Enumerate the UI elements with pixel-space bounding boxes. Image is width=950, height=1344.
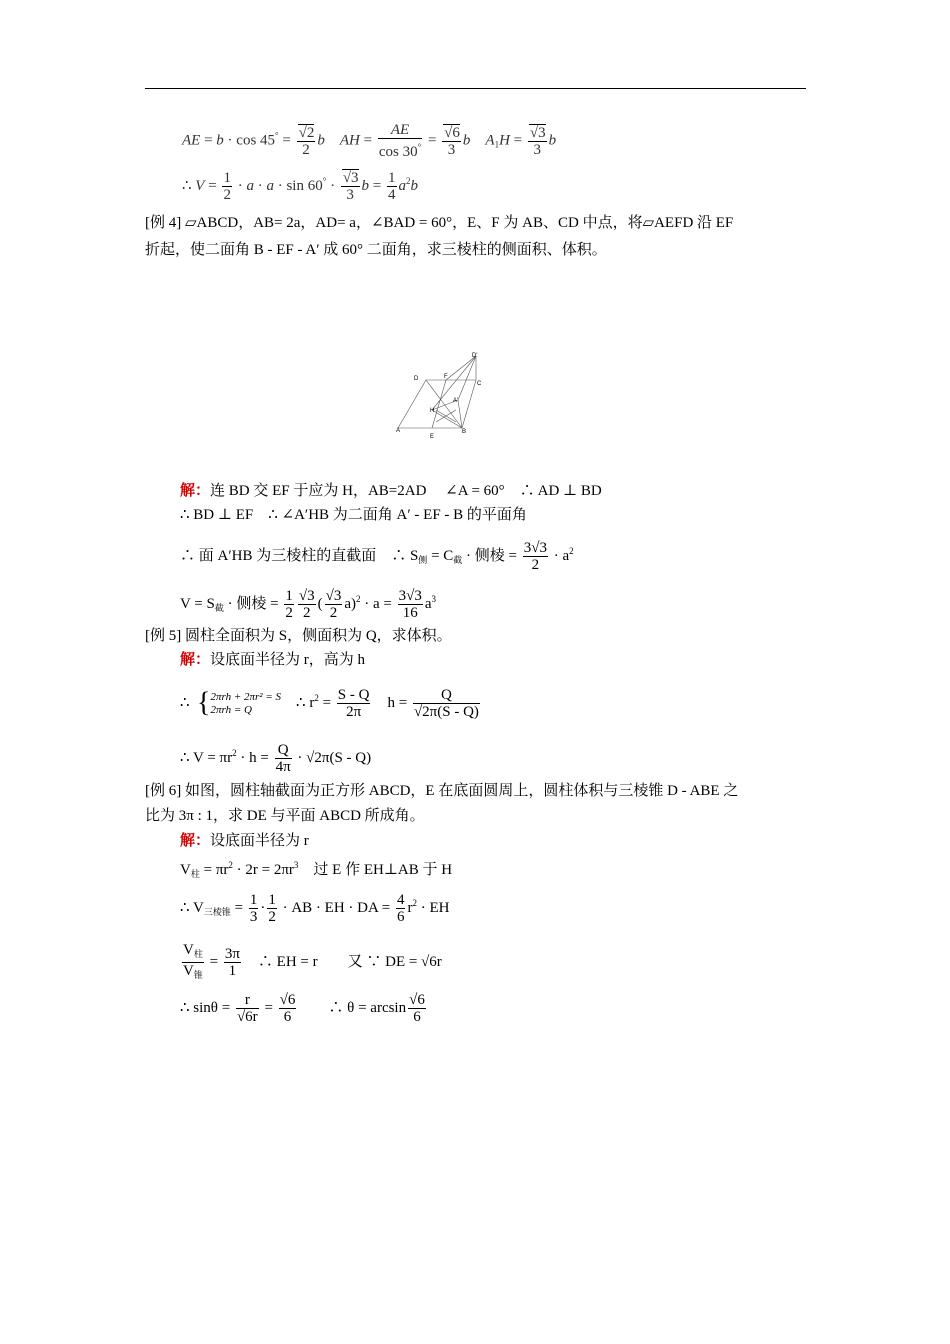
solution-label: 解： (180, 652, 211, 668)
example4-solution-line4: $V = S_截$ · 侧棱 = $\frac{1}{2}$ $\frac{√3}{2}$ ( $\frac{√3}{2}$ a)$^2$ · a = $\frac{3√3}{16}$ $a^3$ (180, 588, 437, 621)
label-Aprime: A' (453, 398, 459, 404)
fraction: $\frac{3√3}{16}$ (398, 588, 422, 621)
example6-solution-line4: $\frac{V_柱}{V_锥}$ = $\frac{3\pi}{1}$ ∴ EH = r 又 ∵ DE = √6r (180, 942, 442, 983)
fraction: $\frac{1}{4}$ (388, 170, 396, 203)
solution-label: 解： (180, 833, 211, 849)
fraction: $\frac{r}{√6r}$ (236, 992, 258, 1025)
fraction: $\frac{1}{3}$ (249, 892, 258, 925)
example6-solution-line3: ∴ $V_{三棱锥}$ = $\frac{1}{3}$ · $\frac{1}{2}$ · AB · EH · DA = $\frac{4}{6}$ $r^2$ · EH (180, 892, 450, 925)
fraction: $\frac{S - Q}{2\pi}$ (337, 687, 370, 720)
example6-solution-line1: 解：设底面半径为 r (180, 833, 309, 849)
fraction: $\frac{3√3}{2}$ (523, 540, 547, 573)
formula-volume: ∴ V = $\frac{1}{2}$ · a · a · sin 60° · $\frac{√3}{3}$ b = $\frac{1}{4}$ $a^2b$ (182, 170, 419, 203)
solution-label: 解： (180, 483, 211, 499)
fraction: $\frac{√3}{2}$ (325, 588, 342, 621)
equation-system: 2πrh + 2πr² = S 2πrh = Q (210, 690, 282, 716)
fraction: $\frac{√6}{3}$ (444, 124, 460, 158)
example6-statement-line1: [例 6] 如图，圆柱轴截面为正方形 ABCD，E 在底面圆周上，圆柱体积与三棱锥 D - ABE 之 (145, 783, 739, 799)
example5-solution-line3: ∴ $V = \pi r^2 \cdot h$ = $\frac{Q}{4\pi}$ · √2π(S - Q) (180, 742, 372, 775)
example5-solution-line2: ∴ { 2πrh + 2πr² = S 2πrh = Q ∴ $r^2$ = $\frac{S - Q}{2\pi}$ h = $\frac{Q}{√2\pi(S - Q)}$ (180, 687, 479, 720)
prism-figure (396, 350, 488, 442)
example5-statement: [例 5] 圆柱全面积为 S，侧面积为 Q，求体积。 (145, 628, 452, 644)
example6-solution-line2: $V_柱 = \pi r^2 \cdot 2r = 2\pi r^3$ 过 E 作 EH⊥AB 于 H (180, 860, 453, 879)
example4-solution-line3: ∴ 面 A′HB 为三棱柱的直截面 ∴ $S_侧 = C_截$ · 侧棱 = $\frac{3√3}{2}$ · $a^2$ (180, 540, 574, 573)
label-B: B (462, 429, 467, 435)
formula-ae-ah: AE = b · cos 45° = $\frac{√2}{2}$ b AH = $\frac{AE}{\cos 30^\circ}$ = $\frac{√6}{3}$ b $A_1H$ = $\frac{√3}{3}$ b (182, 122, 557, 160)
header-rule (145, 88, 806, 89)
example6-solution-line5: ∴ sinθ = $\frac{r}{√6r}$ = $\frac{√6}{6}$ ∴ θ = arcsin $\frac{√6}{6}$ (180, 992, 425, 1025)
fraction: $\frac{√6}{6}$ (279, 992, 296, 1025)
label-Dprime: D' (472, 353, 478, 359)
fraction: $\frac{1}{2}$ (223, 170, 231, 203)
example6-statement-line2: 比为 3π : 1，求 DE 与平面 ABCD 所成角。 (145, 808, 425, 824)
label-E: E (430, 434, 435, 440)
fraction: $\frac{3\pi}{1}$ (224, 946, 240, 979)
fraction: $\frac{1}{2}$ (268, 892, 276, 925)
label-F: F (444, 374, 448, 380)
label-C: C (477, 381, 482, 387)
fraction: $\frac{√3}{2}$ (298, 588, 315, 621)
example5-solution-line1: 解：设底面半径为 r，高为 h (180, 652, 366, 668)
label-D: D (414, 376, 419, 382)
label-H: H (430, 408, 435, 414)
prism-diagram (396, 350, 488, 442)
example4-statement-line1: [例 4] ▱ABCD，AB= 2a，AD= a，∠BAD = 60°，E、F 为 AB、CD 中点，将▱AEFD 沿 EF (145, 215, 734, 231)
fraction: $\frac{√3}{3}$ (342, 170, 359, 203)
example4-statement-line2: 折起，使二面角 B - EF - A′ 成 60° 二面角，求三棱柱的侧面积、体积。 (145, 242, 607, 258)
fraction: $\frac{√2}{2}$ (298, 124, 315, 158)
fraction: $\frac{√3}{3}$ (529, 124, 546, 158)
example4-solution-line2: ∴ BD ⊥ EF ∴ ∠A′HB 为二面角 A′ - EF - B 的平面角 (180, 507, 527, 523)
fraction: $\frac{V_柱}{V_锥}$ (183, 942, 203, 980)
fraction: $\frac{1}{2}$ (285, 588, 293, 621)
fraction: $\frac{4}{6}$ (396, 892, 405, 925)
fraction: $\frac{Q}{4\pi}$ (275, 742, 291, 775)
fraction: $\frac{Q}{√2\pi(S - Q)}$ (413, 687, 479, 720)
example4-solution-line1: 解：连 BD 交 EF 于应为 H，AB=2AD ∠A = 60° ∴ AD ⊥ BD (180, 483, 602, 499)
fraction: $\frac{AE}{\cos 30^\circ}$ (378, 122, 422, 160)
label-A: A (396, 428, 401, 434)
fraction: $\frac{√6}{6}$ (409, 992, 425, 1025)
